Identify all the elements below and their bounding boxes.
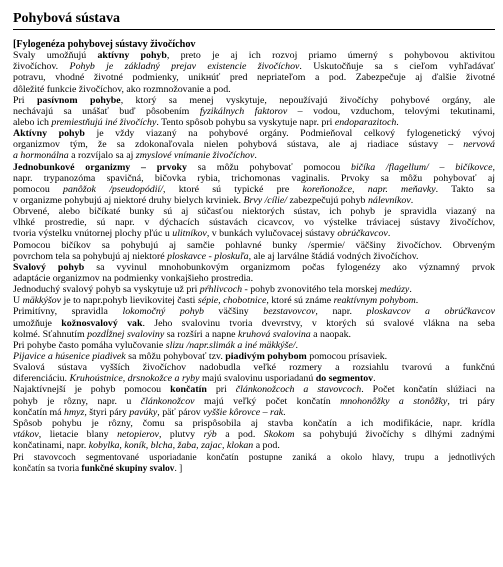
bold-term: Aktívny pohyb bbox=[13, 128, 85, 140]
text-run: a pod. bbox=[253, 440, 280, 452]
italic-term: panôžok /pseudopódií/ bbox=[63, 183, 163, 195]
text-run: . bbox=[283, 406, 286, 418]
text-run: Svalová sústava vyšších živočíchov nadobudla veľké rozmery a rozsiahlu tvarovú a funkčnú bbox=[13, 362, 495, 374]
text-run: Pomocou bičíkov sa pohybujú aj samčie pohlavné bunky /spermie/ väčšiny živočíchov. Obrveným bbox=[13, 239, 495, 251]
italic-term: bičíka /flagellum/ – bičíkovce bbox=[351, 161, 493, 173]
text-line bbox=[13, 117, 495, 128]
text-run: . bbox=[415, 295, 419, 307]
text-run: diferenciáciu. bbox=[13, 373, 70, 385]
bold-term: pasívnom pohybe bbox=[36, 94, 121, 106]
text-line bbox=[13, 396, 495, 407]
text-run: pri bbox=[206, 384, 236, 396]
text-run: dôležité funkcie živočíchov, ako rozmnožovanie a pod. bbox=[13, 83, 231, 95]
text-line bbox=[13, 72, 495, 83]
text-run: končatín sa tvoria bbox=[13, 463, 82, 474]
text-run: , tri páry bbox=[447, 395, 495, 407]
text-line bbox=[13, 184, 495, 195]
text-run: Pri pohybe často pomáha vylučovanie bbox=[13, 339, 166, 351]
text-line bbox=[13, 464, 495, 475]
italic-term: mäkkýšov bbox=[22, 295, 61, 307]
text-run: - pohyb zvonovitého tela morskej bbox=[242, 284, 380, 296]
text-run: nechávajú sa unášať buď pôsobením bbox=[13, 105, 200, 117]
text-line bbox=[13, 61, 495, 72]
text-run: potravu, vhodné životné podmienky, unikнúť pred nepriateľom a pod. Zabezpečuje aj ďalšie životné bbox=[13, 72, 495, 84]
text-line bbox=[13, 306, 495, 317]
text-run: pomocou bbox=[13, 183, 64, 195]
italic-term: medúzy bbox=[379, 284, 410, 296]
text-line bbox=[13, 453, 495, 464]
italic-term: obrúčkavcov bbox=[337, 228, 388, 240]
text-run: , ktoré sú známe bbox=[266, 295, 334, 307]
italic-term: pozdĺžnej svaloviny bbox=[87, 328, 165, 340]
text-run: pomocou prísaviek. bbox=[306, 350, 388, 362]
italic-term: reaktívnym pohybom bbox=[333, 295, 416, 307]
bold-term: Jednobunkové organizmy – prvoky bbox=[13, 161, 187, 173]
italic-term: vtákov bbox=[13, 428, 39, 440]
text-run: , preto je aj ich rozvoj priamo úmerný s pohybovou aktivitou bbox=[166, 50, 495, 62]
text-line bbox=[13, 407, 495, 418]
italic-term: netopierov bbox=[117, 428, 159, 440]
text-run: , bbox=[492, 161, 495, 173]
text-run: majú veľký počet končatín bbox=[194, 395, 341, 407]
text-line bbox=[13, 217, 495, 228]
text-line bbox=[13, 84, 495, 95]
text-line bbox=[13, 351, 495, 362]
text-run: , lietacie blany bbox=[38, 428, 118, 440]
text-run: . Počet končatín slúžiaci na bbox=[361, 384, 495, 396]
italic-term: endoparazitoch bbox=[334, 116, 397, 128]
text-line bbox=[13, 262, 495, 273]
text-run: majú svalovinu usporiadanú bbox=[199, 373, 316, 385]
text-run: je to napr.pohyb lievikovitej časti bbox=[61, 295, 198, 307]
text-run: . bbox=[254, 150, 257, 162]
italic-term: fyzikálnych faktorov bbox=[199, 105, 288, 117]
text-run: . bbox=[409, 284, 412, 296]
bold-term: piadivým pohybom bbox=[225, 350, 307, 362]
italic-term: rýb bbox=[203, 428, 217, 440]
bold-term: aktívny pohyb bbox=[97, 50, 167, 62]
italic-term: lokomočný pohyb bbox=[122, 306, 204, 318]
italic-term: vyššie kôrovce – rak bbox=[203, 406, 284, 418]
text-line bbox=[13, 195, 495, 206]
text-run: adaptácie organizmov na podmienky vonkajšieho prostredia. bbox=[13, 272, 254, 284]
text-line bbox=[13, 362, 495, 373]
text-run: povrchom tela sa pohybujú aj niektoré bbox=[13, 250, 168, 262]
text-run: , v bunkách vylučovacej sústavy bbox=[206, 228, 338, 240]
text-run: tvoria výstelku vnútornej plochy pľúc u bbox=[13, 228, 173, 240]
text-run: . Tento spôsob pohybu sa vyskytuje napr. pri bbox=[156, 116, 335, 128]
text-run: a naopak. bbox=[310, 328, 352, 340]
text-run: , plutvy bbox=[158, 428, 204, 440]
italic-term: ulitníkov bbox=[172, 228, 207, 240]
italic-term: zmyslové vnímanie živočíchov bbox=[135, 150, 255, 162]
text-run: a rozvíjalo sa aj bbox=[68, 150, 136, 162]
text-run: v organizme pohybujú aj niektoré druhy bielych krviniek. bbox=[13, 194, 244, 206]
italic-term: nervová bbox=[463, 139, 495, 151]
paragraph-lines bbox=[13, 50, 495, 451]
text-run: Svaly umožňujú bbox=[13, 50, 98, 62]
text-run: sa môžu pohybovať pomocou bbox=[186, 161, 351, 173]
text-run: , ale aj larválne štádiá vodných živočíchov. bbox=[248, 250, 419, 262]
text-run: Obrvené, alebo bičíkaté bunky sú aj súčasťou niektorých sústav, ich pohyb je spravidla viazaný na bbox=[13, 206, 495, 218]
text-run: končatín má bbox=[13, 406, 65, 418]
text-run: . bbox=[295, 339, 298, 351]
bold-term: do segmentov bbox=[315, 373, 374, 385]
text-run: . ] bbox=[174, 463, 183, 474]
italic-term: ploskavce - ploskuľa bbox=[167, 250, 249, 262]
closing-paragraph bbox=[13, 453, 495, 474]
text-run: . Uskutočňuje sa s cieľom vyhľadávať bbox=[299, 61, 495, 73]
text-line bbox=[13, 173, 495, 184]
bold-term: končatín bbox=[170, 384, 207, 396]
text-run: . Jeho svalovinu tvoria dvevrstvy, v ktorých sú svalové vlákna na seba bbox=[142, 317, 495, 329]
text-line bbox=[13, 340, 495, 351]
italic-term: hmyz bbox=[64, 406, 85, 418]
text-run: a pod. bbox=[216, 428, 264, 440]
italic-term: pŕhlivcoch bbox=[199, 284, 243, 296]
text-line bbox=[13, 418, 495, 429]
text-run: sa vyvinul mnohobunkovým organizmom počas fylogenézy ako významný prvok bbox=[84, 261, 495, 273]
text-run: je vždy viazaný na pohybové orgány. Podmieňoval celkový fylogenetický vývoj bbox=[84, 128, 495, 140]
italic-term: Skokom bbox=[263, 428, 295, 440]
bold-term: funkčné skupiny svalov bbox=[81, 463, 175, 474]
text-run: Pri bbox=[13, 94, 37, 106]
text-run: – vodou, vzduchom, telovými tekutinami, bbox=[287, 105, 495, 117]
text-line bbox=[13, 150, 495, 161]
text-line bbox=[13, 373, 495, 384]
text-run: . Takto sa bbox=[435, 183, 495, 195]
text-run: Pri stavovcoch segmentované usporiadanie končatín postupne zaniká a okolo hlavy, trupu a jednotlivých bbox=[13, 453, 495, 464]
text-line bbox=[13, 295, 495, 306]
italic-term: článkonožcov bbox=[140, 395, 195, 407]
text-run: pohyb je rôzny, napr. u bbox=[13, 395, 141, 407]
italic-term: kruhová svalovina bbox=[238, 328, 311, 340]
text-run: , napr. bbox=[315, 306, 367, 318]
text-line bbox=[13, 228, 495, 239]
text-run: živočíchov. bbox=[13, 61, 70, 73]
italic-term: a hormonálna bbox=[13, 150, 69, 162]
italic-term: pavúky bbox=[129, 406, 158, 418]
text-run: U bbox=[13, 295, 23, 307]
text-run: napr. trypanozóma spavičná, bičovka rybia, trichomonas vaginalis. Prvoky sa môžu pohybovať aj bbox=[13, 172, 495, 184]
italic-term: Pijavice a húsenice piadivek bbox=[13, 350, 126, 362]
title-underline bbox=[13, 29, 495, 30]
text-run: väčšiny bbox=[203, 306, 264, 318]
italic-term: sépie, chobotnice bbox=[197, 295, 267, 307]
italic-term: Kruhoústnice, drsnokožce a ryby bbox=[69, 373, 200, 385]
text-run: , ktorý sa menej vyskytuje, nepoužívajú živočíchy pohybové orgány, ale bbox=[120, 94, 495, 106]
text-line bbox=[13, 95, 495, 106]
italic-term: článkonožcoch a stavovcoch bbox=[235, 384, 362, 396]
text-run: zabezpečujú pohyb bbox=[287, 194, 368, 206]
text-run: , ktoré sú typické pre bbox=[162, 183, 303, 195]
text-line bbox=[13, 128, 495, 139]
text-run: . bbox=[387, 228, 391, 240]
text-line bbox=[13, 284, 495, 295]
text-line bbox=[13, 273, 495, 284]
bold-term: kožnosvalový vak bbox=[61, 317, 143, 329]
document-title: Pohybová sústava bbox=[13, 11, 120, 26]
text-run: kolmé. Sťahnutím bbox=[13, 328, 88, 340]
text-run: vlhké prostredie, sú napr. v dýchacích sústavách cicavcov, vo výstelke tráviacej sústavy živočíchov, bbox=[13, 217, 495, 229]
text-run: organizmov tým, že sa zdokonaľovala nielen pohybová sústava, ale aj riadiace sústavy – bbox=[13, 139, 464, 151]
text-line bbox=[13, 429, 495, 440]
text-run: alebo ich bbox=[13, 116, 52, 128]
italic-term: premiestňujú iné živočíchy bbox=[51, 116, 157, 128]
text-run: . bbox=[396, 116, 399, 128]
italic-term: kobylka, koník, blcha, žaba, zajac, klokan bbox=[88, 440, 254, 452]
section-heading: [Fylogenéza pohybovej sústavy živočíchov bbox=[13, 39, 196, 50]
italic-term: slizu /napr.slimák a iné mäkkýše/ bbox=[165, 339, 296, 351]
italic-term: ploskavcov a obrúčkavcov bbox=[366, 306, 495, 318]
text-run: umožňuje bbox=[13, 317, 62, 329]
text-run: sa rozšíri a napne bbox=[164, 328, 239, 340]
text-run: Primitívny, spravidla bbox=[13, 306, 123, 318]
italic-term: bezstavovcov bbox=[263, 306, 316, 318]
document-body bbox=[13, 39, 495, 474]
text-run: končatinami, napr. bbox=[13, 440, 89, 452]
text-line bbox=[13, 440, 495, 451]
text-line bbox=[13, 50, 495, 61]
text-line bbox=[13, 106, 495, 117]
text-line bbox=[13, 384, 495, 395]
text-run: Spôsob pohybu je rôzny, čomu sa prispôsobila aj stavba končatín a ich modifikácie, napr. krídla bbox=[13, 417, 495, 429]
text-run: sa môžu pohybovať tzv. bbox=[125, 350, 226, 362]
bold-term: Svalový pohyb bbox=[13, 261, 85, 273]
text-run: . bbox=[410, 194, 414, 206]
text-line bbox=[13, 206, 495, 217]
text-line bbox=[13, 240, 495, 251]
text-run: Jednoduchý svalový pohyb sa vyskytuje už pri bbox=[13, 284, 200, 296]
italic-term: koreňonožce, napr. meňavky bbox=[302, 183, 436, 195]
text-run: sa pohybujú živočíchy s dlhými zadnými bbox=[294, 428, 495, 440]
text-line bbox=[13, 318, 495, 329]
text-line bbox=[13, 251, 495, 262]
text-run: . bbox=[373, 373, 376, 385]
text-line bbox=[13, 139, 495, 150]
text-run: , päť párov bbox=[157, 406, 204, 418]
text-run: Najaktívnejší je pohyb pomocou bbox=[13, 384, 171, 396]
italic-term: Pohyb je základný prejav existencie živočíchov bbox=[69, 61, 300, 73]
text-run: , štyri páry bbox=[84, 406, 130, 418]
text-line bbox=[13, 162, 495, 173]
text-line bbox=[13, 329, 495, 340]
italic-term: mnohonôžky a stonôžky bbox=[340, 395, 448, 407]
italic-term: Brvy /cílie/ bbox=[243, 194, 288, 206]
italic-term: nálevníkov bbox=[367, 194, 411, 206]
